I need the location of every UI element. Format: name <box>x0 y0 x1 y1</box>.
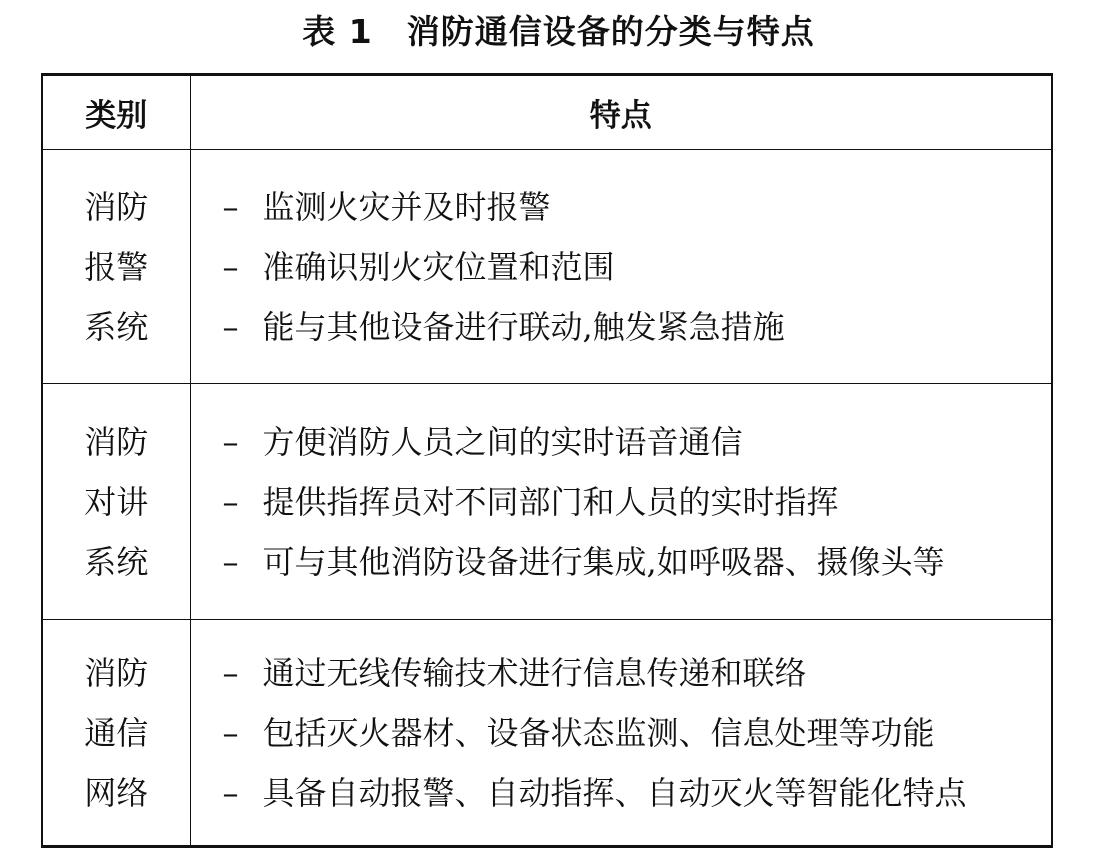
category-line: 消防 <box>84 187 149 226</box>
features-cell <box>190 384 1052 620</box>
feature-list <box>223 177 1052 357</box>
table-title: 消防通信设备的分类与特点 <box>406 12 815 51</box>
category-cell <box>42 620 190 847</box>
feature-item: – 通过无线传输技术进行信息传递和联络 <box>223 643 1052 703</box>
table-caption <box>0 6 1117 58</box>
feature-item: – 可与其他消防设备进行集成,如呼吸器、摄像头等 <box>223 532 1052 592</box>
category-line: 通信 <box>84 713 149 752</box>
features-cell <box>190 150 1052 384</box>
category-cell <box>42 384 190 620</box>
feature-item: – 方便消防人员之间的实时语音通信 <box>223 412 1052 472</box>
category-line: 消防 <box>84 422 149 461</box>
table-number: 表 1 <box>302 12 373 51</box>
table-row <box>42 620 1052 847</box>
feature-item: – 包括灭火器材、设备状态监测、信息处理等功能 <box>223 703 1052 763</box>
category-line: 网络 <box>84 773 149 812</box>
equipment-table <box>41 73 1053 848</box>
features-cell <box>190 620 1052 847</box>
category-line: 系统 <box>84 542 149 581</box>
header-category: 类别 <box>42 75 190 150</box>
category-line: 报警 <box>84 247 149 286</box>
table-row <box>42 150 1052 384</box>
feature-item: – 准确识别火灾位置和范围 <box>223 237 1052 297</box>
header-row <box>42 75 1052 150</box>
feature-list <box>223 643 1052 823</box>
category-line: 消防 <box>84 653 149 692</box>
feature-item: – 监测火灾并及时报警 <box>223 177 1052 237</box>
header-features: 特点 <box>190 75 1052 150</box>
category-line: 系统 <box>84 307 149 346</box>
feature-item: – 能与其他设备进行联动,触发紧急措施 <box>223 297 1052 357</box>
category-line: 对讲 <box>84 482 149 521</box>
table-row <box>42 384 1052 620</box>
feature-list <box>223 412 1052 592</box>
feature-item: – 提供指挥员对不同部门和人员的实时指挥 <box>223 472 1052 532</box>
feature-item: – 具备自动报警、自动指挥、自动灭火等智能化特点 <box>223 763 1052 823</box>
category-cell <box>42 150 190 384</box>
